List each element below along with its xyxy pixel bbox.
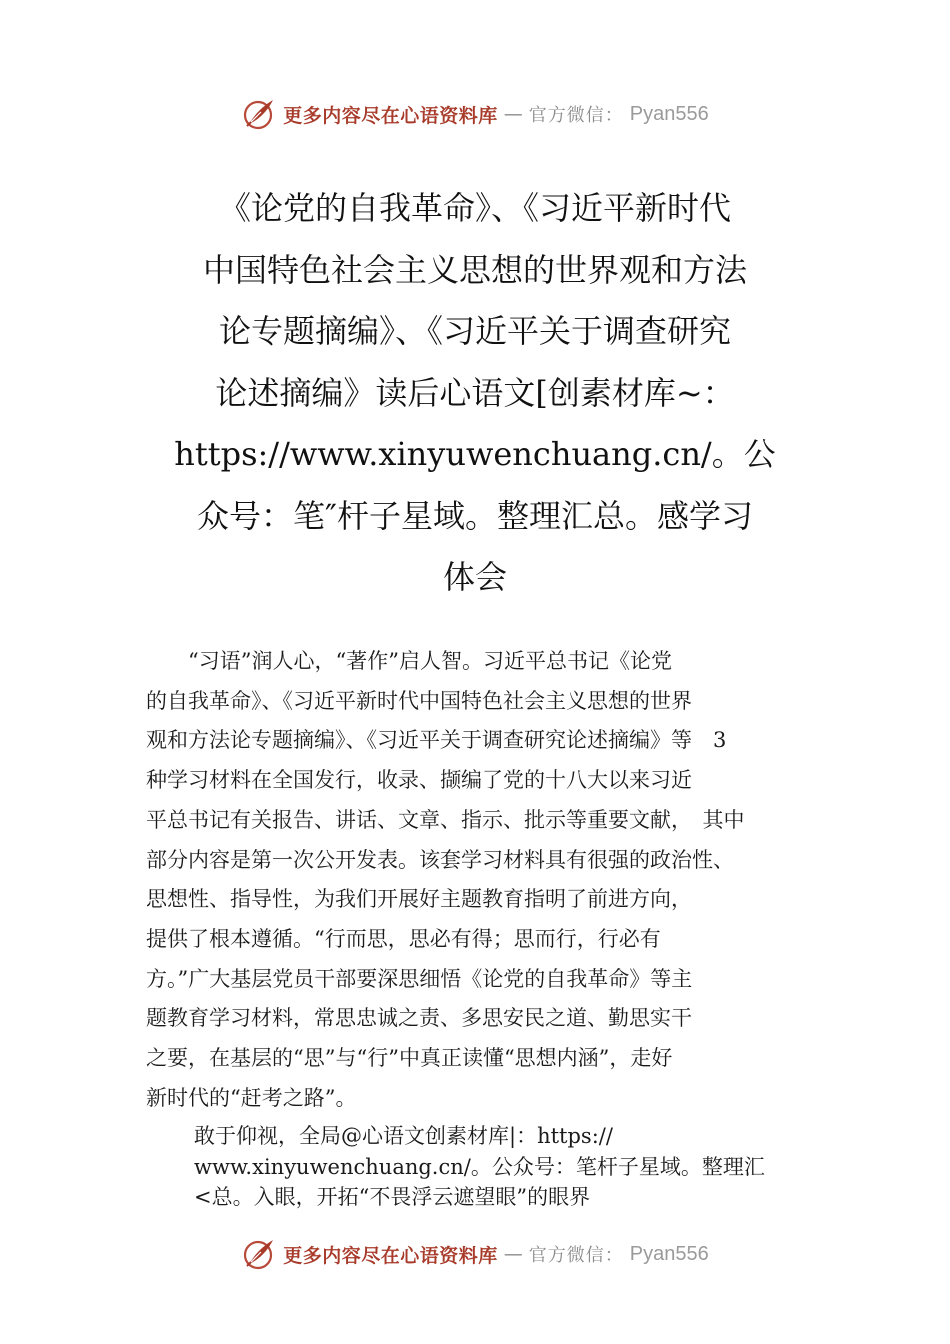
body-line: 方。”广大基层党员干部要深思细悟《论党的自我革命》等主: [146, 966, 693, 991]
title-line: 论专题摘编》、《习近平关于调查研究: [218, 312, 731, 350]
quill-logo-icon: [241, 96, 277, 132]
subheading-paragraph: [194, 1121, 834, 1213]
footer-banner: [0, 1232, 950, 1276]
banner-separator: —: [503, 1243, 523, 1265]
body-line: 思想性、指导性，为我们开展好主题教育指明了前进方向，: [146, 887, 692, 912]
body-line: 题教育学习材料，常思忠诚之责、多思安民之道、勤思实干: [146, 1006, 692, 1031]
header-banner-content: [241, 96, 708, 132]
banner-wechat-label: 官方微信：: [528, 105, 624, 126]
body-line: 的自我革命》、《习近平新时代中国特色社会主义思想的世界: [146, 688, 692, 713]
body-line: 平总书记有关报告、讲话、文章、指示、批示等重要文献， 其中: [146, 807, 745, 832]
subheading-line: <总。入眼，开拓“不畏浮云遮望眼”的眼界: [194, 1185, 591, 1209]
body-line: 新时代的“赶考之路”。: [146, 1085, 357, 1110]
body-line: 之要，在基层的“思”与“行”中真正读懂“思想内涵”，走好: [146, 1046, 673, 1071]
banner-brand-text: 更多内容尽在心语资料库: [283, 1244, 498, 1267]
quill-logo-icon: [241, 1236, 277, 1272]
banner-wechat-label: 官方微信：: [528, 1245, 624, 1266]
banner-wechat-id: Pyan556: [629, 102, 709, 125]
body-paragraph: [146, 642, 826, 1118]
footer-banner-content: [241, 1236, 708, 1272]
title-line: 众号：笔″杆子星域。整理汇总。感学习: [197, 496, 753, 535]
title-line: 论述摘编》读后心语文[创素材库~：: [215, 373, 735, 412]
body-line: 种学习材料在全国发行，收录、撷编了党的十八大以来习近: [146, 768, 692, 793]
subheading-line: 敢于仰视，全局@心语文创素材库|：https://: [194, 1124, 613, 1148]
banner-separator: —: [503, 103, 523, 125]
title-line: 体会: [442, 558, 507, 596]
banner-brand-text: 更多内容尽在心语资料库: [283, 104, 498, 127]
header-banner: [0, 92, 950, 136]
banner-wechat-id: Pyan556: [629, 1242, 709, 1265]
title-line: https://www.xinyuwenchuang.cn/。公: [174, 435, 776, 473]
body-line: “习语”润人心，“著作”启人智。习近平总书记《论党: [146, 649, 672, 673]
document-title: [160, 178, 790, 609]
title-line: 《论党的自我革命》、《习近平新时代: [218, 189, 731, 227]
body-line: 观和方法论专题摘编》、《习近平关于调查研究论述摘编》等 3: [146, 728, 727, 753]
title-line: 中国特色社会主义思想的世界观和方法: [202, 250, 747, 289]
subheading-line: www.xinyuwenchuang.cn/。公众号：笔杆子星域。整理汇: [194, 1154, 765, 1179]
body-line: 提供了根本遵循。“行而思，思必有得；思而行，行必有: [146, 926, 661, 951]
body-line: 部分内容是第一次公开发表。该套学习材料具有很强的政治性、: [146, 847, 734, 872]
